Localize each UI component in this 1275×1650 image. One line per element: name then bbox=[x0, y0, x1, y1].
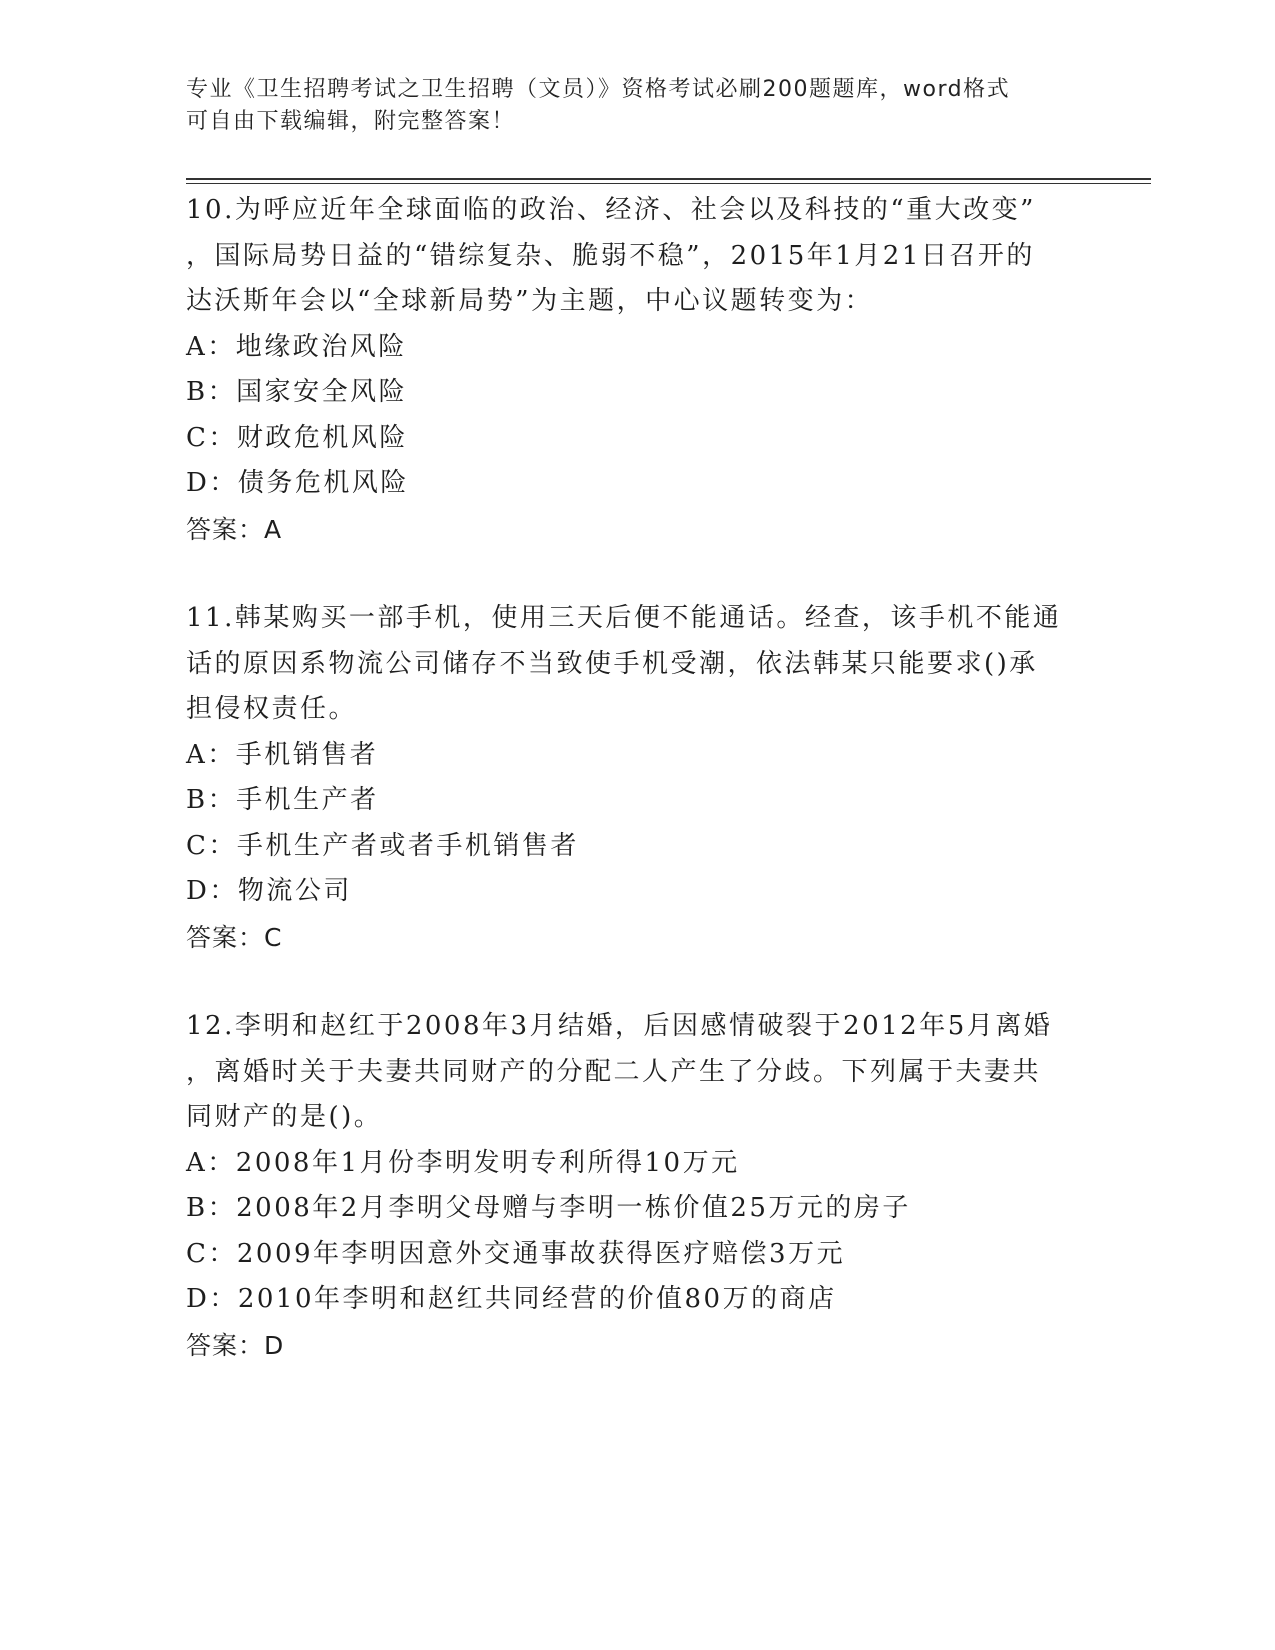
question-stem-line: 同财产的是()。 bbox=[186, 1102, 383, 1132]
question-stem-line: 12.李明和赵红于2008年3月结婚，后因感情破裂于2012年5月离婚 bbox=[186, 1011, 1053, 1041]
question-stem-line: 担侵权责任。 bbox=[186, 694, 358, 724]
option-a: A：手机销售者 bbox=[186, 739, 379, 770]
header-title-line-2: 可自由下载编辑，附完整答案！ bbox=[186, 109, 516, 134]
header-divider-thin bbox=[186, 183, 1151, 184]
answer: 答案：C bbox=[186, 922, 283, 952]
question-stem-line: 10.为呼应近年全球面临的政治、经济、社会以及科技的“重大改变” bbox=[186, 195, 1036, 225]
answer: 答案：A bbox=[186, 514, 283, 544]
option-a: A：2008年1月份李明发明专利所得10万元 bbox=[186, 1147, 740, 1178]
option-a: A：地缘政治风险 bbox=[186, 331, 407, 362]
option-c: C：财政危机风险 bbox=[186, 422, 408, 453]
question-stem-line: ，国际局势日益的“错综复杂、脆弱不稳”，2015年1月21日召开的 bbox=[186, 240, 1035, 271]
option-c: C：手机生产者或者手机销售者 bbox=[186, 830, 579, 861]
question-12 bbox=[186, 1004, 1086, 1368]
header-divider-thick bbox=[186, 178, 1151, 180]
page-header bbox=[186, 74, 1066, 138]
question-stem-line: 11.韩某购买一部手机，使用三天后便不能通话。经查，该手机不能通 bbox=[186, 603, 1062, 633]
question-stem-line: 话的原因系物流公司储存不当致使手机受潮，依法韩某只能要求()承 bbox=[186, 648, 1038, 679]
header-title-line-1: 专业《卫生招聘考试之卫生招聘（文员）》资格考试必刷200题题库，word格式 bbox=[186, 77, 1011, 102]
option-c: C：2009年李明因意外交通事故获得医疗赔偿3万元 bbox=[186, 1238, 846, 1269]
question-11 bbox=[186, 596, 1086, 960]
question-10 bbox=[186, 188, 1086, 552]
option-d: D：2010年李明和赵红共同经营的价值80万的商店 bbox=[186, 1284, 837, 1314]
option-d: D：债务危机风险 bbox=[186, 468, 409, 498]
option-b: B：手机生产者 bbox=[186, 785, 379, 815]
answer: 答案：D bbox=[186, 1330, 285, 1360]
question-stem-line: ，离婚时关于夫妻共同财产的分配二人产生了分歧。下列属于夫妻共 bbox=[186, 1056, 1042, 1087]
option-b: B：国家安全风险 bbox=[186, 377, 408, 407]
option-d: D：物流公司 bbox=[186, 876, 352, 906]
option-b: B：2008年2月李明父母赠与李明一栋价值25万元的房子 bbox=[186, 1193, 911, 1223]
question-stem-line: 达沃斯年会以“全球新局势”为主题，中心议题转变为： bbox=[186, 286, 874, 316]
